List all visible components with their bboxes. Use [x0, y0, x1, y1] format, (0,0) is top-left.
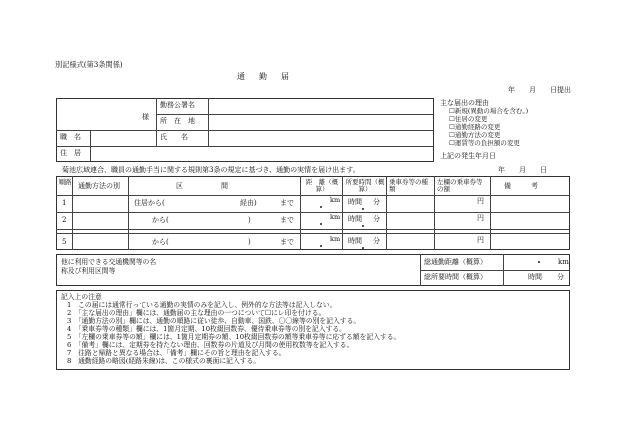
header-ticket: [389, 179, 433, 193]
reason-option-residence[interactable]: ☐住居の変更: [449, 115, 488, 123]
note-5: 5 「左欄の乗車券等の額」欄には、1箇月定期券の額、10枚綴回数券の額等乗車券等に応ずる額を記入する。: [67, 333, 401, 341]
form-id: 別記様式(第3条関係): [55, 60, 123, 69]
note-7: 7 往路と帰路と異なる場合は、「備考」欄にその旨と理由を記入する。: [67, 349, 286, 357]
row-5-time-dot: [362, 247, 364, 249]
office-address-label: 所 在 地: [160, 117, 195, 125]
note-3: 3 「通勤方法の別」欄には、通勤の順路に従い徒歩、自動車、国鉄、〇〇線等の別を記入する。: [67, 317, 361, 325]
total-distance-label: 総通勤距離（概算）: [424, 258, 487, 266]
total-distance-dot: [538, 261, 540, 263]
row-1-via[interactable]: 経由): [240, 199, 257, 207]
header-time-text: 所要時間（概算）: [345, 178, 385, 193]
row-1-hours[interactable]: 時間: [348, 198, 362, 206]
row-5-from[interactable]: から(: [152, 238, 169, 246]
row-2-from[interactable]: から(: [152, 216, 169, 224]
total-time-hours[interactable]: 時間: [528, 273, 542, 281]
header-fare-text: 左欄の乗車券等の額: [437, 178, 483, 193]
header-method: 通勤方法の別: [78, 182, 120, 190]
row-2-hours[interactable]: 時間: [348, 215, 362, 223]
row-2-km[interactable]: km: [330, 213, 341, 221]
reason-option-fare[interactable]: ☐運賃等の負担額の変更: [449, 139, 520, 147]
row-2-yen[interactable]: 円: [477, 214, 484, 222]
occurrence-label: 上記の発生年月日: [440, 152, 496, 160]
header-distance-text: 距 離（概算）: [305, 178, 339, 193]
header-remarks: 備 考: [504, 182, 540, 190]
header-fare: [437, 179, 487, 193]
row-5-no: 5: [62, 238, 67, 246]
row-5-hours[interactable]: 時間: [348, 237, 362, 245]
total-time-label: 総所要時間（概算）: [424, 273, 487, 281]
note-1: 1 この届には通常行っている通勤の実情のみを記入し、例外的な方法等は記入しない。: [67, 301, 337, 309]
header-no-text: 順路: [58, 178, 72, 186]
position-label: 職 名: [60, 133, 81, 141]
row-1-km-dot: [320, 206, 322, 208]
reason-option-route[interactable]: ☐通勤経路の変更: [449, 123, 501, 131]
notes-title: 記入上の注意: [61, 293, 102, 301]
note-4: 4 「乗車券等の種類」欄には、1箇月定期、10枚綴回数券、優待乗車券等の別を記入する。: [67, 325, 346, 333]
form-title: 通 勤 届: [237, 72, 292, 81]
office-name-label: 勤務公署名: [160, 101, 195, 109]
name-label: 氏 名: [160, 133, 188, 141]
header-no: [58, 179, 72, 186]
row-1-km[interactable]: km: [330, 196, 341, 204]
note-6: 6 「備考」欄には、定期券を持たない理由、回数券の片道及び月間の使用枚数等を記入する。: [67, 341, 354, 349]
row-2-via[interactable]: ): [248, 216, 251, 224]
row-1-time-dot: [362, 208, 364, 210]
reason-option-method[interactable]: ☐通勤方法の変更: [449, 131, 501, 139]
reason-option-new[interactable]: ☐新規(異動の場合を含む。): [449, 107, 529, 115]
note-2: 2 「主な届出の理由」欄には、通勤届の主な理由の一つについて☐にレ印を付ける。: [67, 309, 326, 317]
row-2-minutes[interactable]: 分: [373, 215, 380, 223]
header-ticket-text: 乗車券等の種類: [389, 178, 428, 193]
total-time-minutes[interactable]: 分: [557, 273, 564, 281]
row-5-via[interactable]: ): [248, 238, 251, 246]
row-2-km-dot: [320, 223, 322, 225]
occurrence-date[interactable]: 年 月 日: [498, 166, 547, 174]
row-5-km-dot: [320, 245, 322, 247]
row-1-no: 1: [62, 199, 67, 207]
other-transport-label: [61, 258, 157, 276]
residence-label: 住 居: [60, 149, 81, 157]
row-2-time-dot: [362, 225, 364, 227]
reason-title: 主な届出の理由: [440, 99, 489, 107]
row-5-to: まで: [280, 238, 294, 246]
row-1-yen[interactable]: 円: [477, 197, 484, 205]
declaration-text: 菊池広域連合、職員の通勤手当に関する規則第3条の規定に基づき、通勤の実情を届け出ます。: [62, 166, 360, 174]
row-1-from[interactable]: 住居から(: [134, 199, 165, 207]
submission-date[interactable]: 年 月 日提出: [508, 86, 571, 94]
header-time: [344, 179, 386, 193]
row-1-to: まで: [280, 199, 294, 207]
other-transport-text: 他に利用できる交通機関等の名称及び利用区間等: [61, 258, 157, 275]
header-section: 区 間: [176, 182, 230, 190]
row-1-minutes[interactable]: 分: [373, 198, 380, 206]
row-2-to: まで: [280, 216, 294, 224]
addressee-label: 様: [142, 113, 149, 121]
row-5-yen[interactable]: 円: [477, 236, 484, 244]
row-5-km[interactable]: km: [330, 235, 341, 243]
row-2-no: 2: [62, 216, 67, 224]
row-5-minutes[interactable]: 分: [373, 237, 380, 245]
note-8: 8 通勤経路の略図(経路朱線)は、この様式の裏面に記入する。: [67, 357, 261, 365]
total-distance-unit[interactable]: km: [558, 258, 569, 266]
header-distance: [303, 179, 341, 193]
